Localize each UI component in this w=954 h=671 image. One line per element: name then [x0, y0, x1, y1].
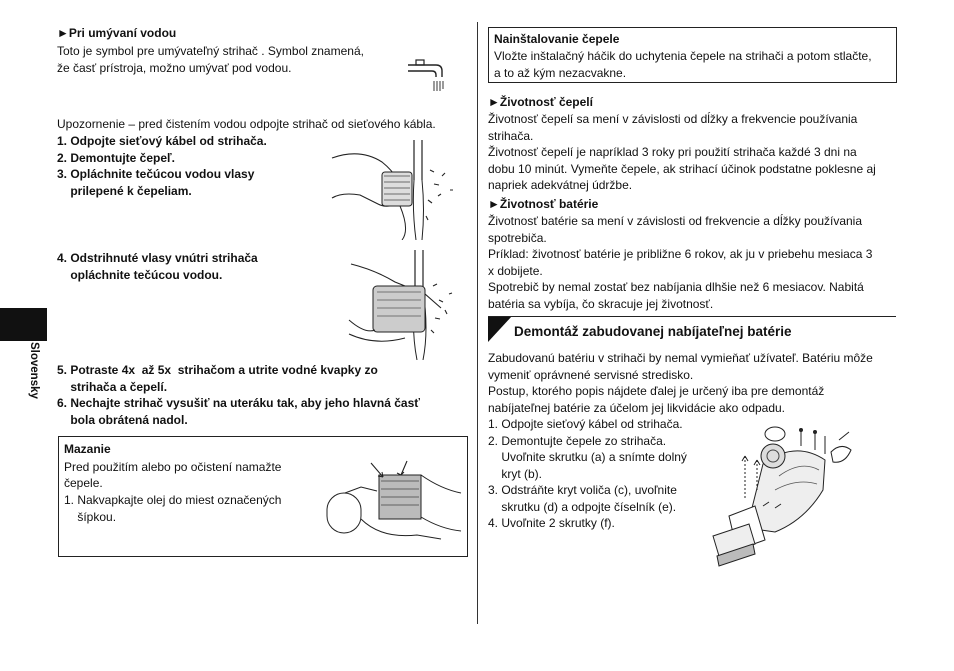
wash-text-2: že časť prístroja, možno umývať pod vodou.	[57, 61, 292, 75]
text-line: batéria sa vybíja, čo skracuje jej životnosť.	[488, 296, 714, 311]
step-line: kryt (b).	[488, 466, 542, 481]
wash-text-1: Toto je symbol pre umývateľný strihač . Symbol znamená,	[57, 44, 364, 58]
removal-steps	[488, 416, 687, 532]
text-line: Životnosť čepelí je napríklad 3 roky pri použití strihača každé 3 dni na	[488, 145, 857, 159]
step-line: 3. Opláchnite tečúcou vodou vlasy	[57, 167, 255, 181]
text-line: Spotrebič by nemal zostať bez nabíjania dlhšie než 6 mesiacov. Nabitá	[488, 280, 864, 294]
step-line: 2. Demontujte čepele zo strihača.	[488, 433, 667, 448]
install-blade-box	[488, 27, 897, 83]
text-line: strihača.	[488, 128, 534, 143]
text-line: x dobijete.	[488, 263, 543, 278]
rinse-inside-illustration	[345, 250, 465, 360]
step-line: 4. Odstrihnuté vlasy vnútri strihača	[57, 251, 258, 265]
text-line: Životnosť batérie sa mení v závislosti od frekvencie a dĺžky používania	[488, 214, 863, 228]
rinse-blade-illustration	[330, 140, 465, 240]
battery-life-heading: ►Životnosť batérie	[488, 197, 599, 211]
step-line: bola obrátená nadol.	[57, 412, 188, 427]
blade-life-heading: ►Životnosť čepelí	[488, 95, 593, 109]
oiling-line: šípkou.	[64, 510, 117, 524]
text-line: dobu 10 minút. Vymeňte čepele, ak strihací účinok podstatne poklesne aj	[488, 161, 876, 176]
install-line: a to až kým nezacvakne.	[494, 66, 627, 80]
language-tab	[0, 308, 47, 341]
install-line: Vložte inštalačný háčik do uchytenia čepele na strihači a potom stlačte,	[494, 49, 872, 63]
oiling-box	[58, 436, 468, 557]
column-divider	[477, 22, 478, 624]
oiling-line: Pred použitím alebo po očistení namažte	[64, 460, 282, 474]
battery-removal-illustration	[705, 420, 865, 570]
oiling-title: Mazanie	[64, 442, 111, 456]
language-label: Slovensky	[28, 342, 40, 399]
step-line: strihača a čepelí.	[57, 379, 168, 394]
oiling-line: 1. Nakvapkajte olej do miest označených	[64, 493, 282, 507]
steps-5-6	[57, 362, 420, 428]
step-4	[57, 250, 258, 283]
oiling-illustration	[321, 459, 463, 555]
step-line: opláchnite tečúcou vodou.	[57, 267, 223, 282]
washable-faucet-icon	[406, 57, 446, 93]
step-line: Uvoľnite skrutku (a) a snímte dolný	[488, 450, 687, 464]
section-marker	[488, 316, 512, 342]
text-line: Príklad: životnosť batérie je približne 6 rokov, ak ju v priebehu mesiaca 3	[488, 247, 873, 261]
step-line: 1. Odpojte sieťový kábel od strihača.	[57, 134, 267, 148]
step-line: 3. Odstráňte kryt voliča (c), uvoľnite	[488, 483, 677, 497]
steps-1-3	[57, 133, 267, 199]
text-line: napriek adekvátnej údržbe.	[488, 178, 633, 192]
oiling-line: čepele.	[64, 476, 103, 490]
text-line: spotrebiča.	[488, 230, 547, 245]
step-line: prilepené k čepeliam.	[57, 183, 192, 198]
section-intro	[488, 350, 873, 416]
warning-text: Upozornenie – pred čistením vodou odpojte strihač od sieťového kábla.	[57, 117, 436, 131]
section-title: Demontáž zabudovanej nabíjateľnej batérie	[514, 324, 792, 339]
text-line: vymeniť oprávnené servisné stredisko.	[488, 367, 694, 382]
text-line: Životnosť čepelí sa mení v závislosti od dĺžky a frekvencie používania	[488, 112, 858, 126]
install-title: Nainštalovanie čepele	[494, 32, 620, 46]
battery-life-text	[488, 213, 872, 312]
section-rule	[488, 316, 896, 317]
step-line: 6. Nechajte strihač vysušiť na uteráku tak, aby jeho hlavná časť	[57, 396, 420, 410]
text-line: Zabudovanú batériu v strihači by nemal vymieňať užívateľ. Batériu môže	[488, 351, 873, 365]
step-line: skrutku (d) a odpojte číselník (e).	[488, 499, 677, 514]
blade-life-text	[488, 111, 876, 194]
text-line: Postup, ktorého popis nájdete ďalej je určený iba pre demontáž	[488, 384, 825, 398]
step-line: 4. Uvoľnite 2 skrutky (f).	[488, 516, 615, 530]
step-line: 2. Demontujte čepeľ.	[57, 150, 175, 165]
step-line: 5. Potraste 4x až 5x strihačom a utrite vodné kvapky zo	[57, 363, 378, 377]
text-line: nabíjateľnej batérie za účelom jej likvidácie ako odpadu.	[488, 400, 786, 415]
step-line: 1. Odpojte sieťový kábel od strihača.	[488, 417, 683, 431]
wash-heading: ►Pri umývaní vodou	[57, 26, 177, 40]
